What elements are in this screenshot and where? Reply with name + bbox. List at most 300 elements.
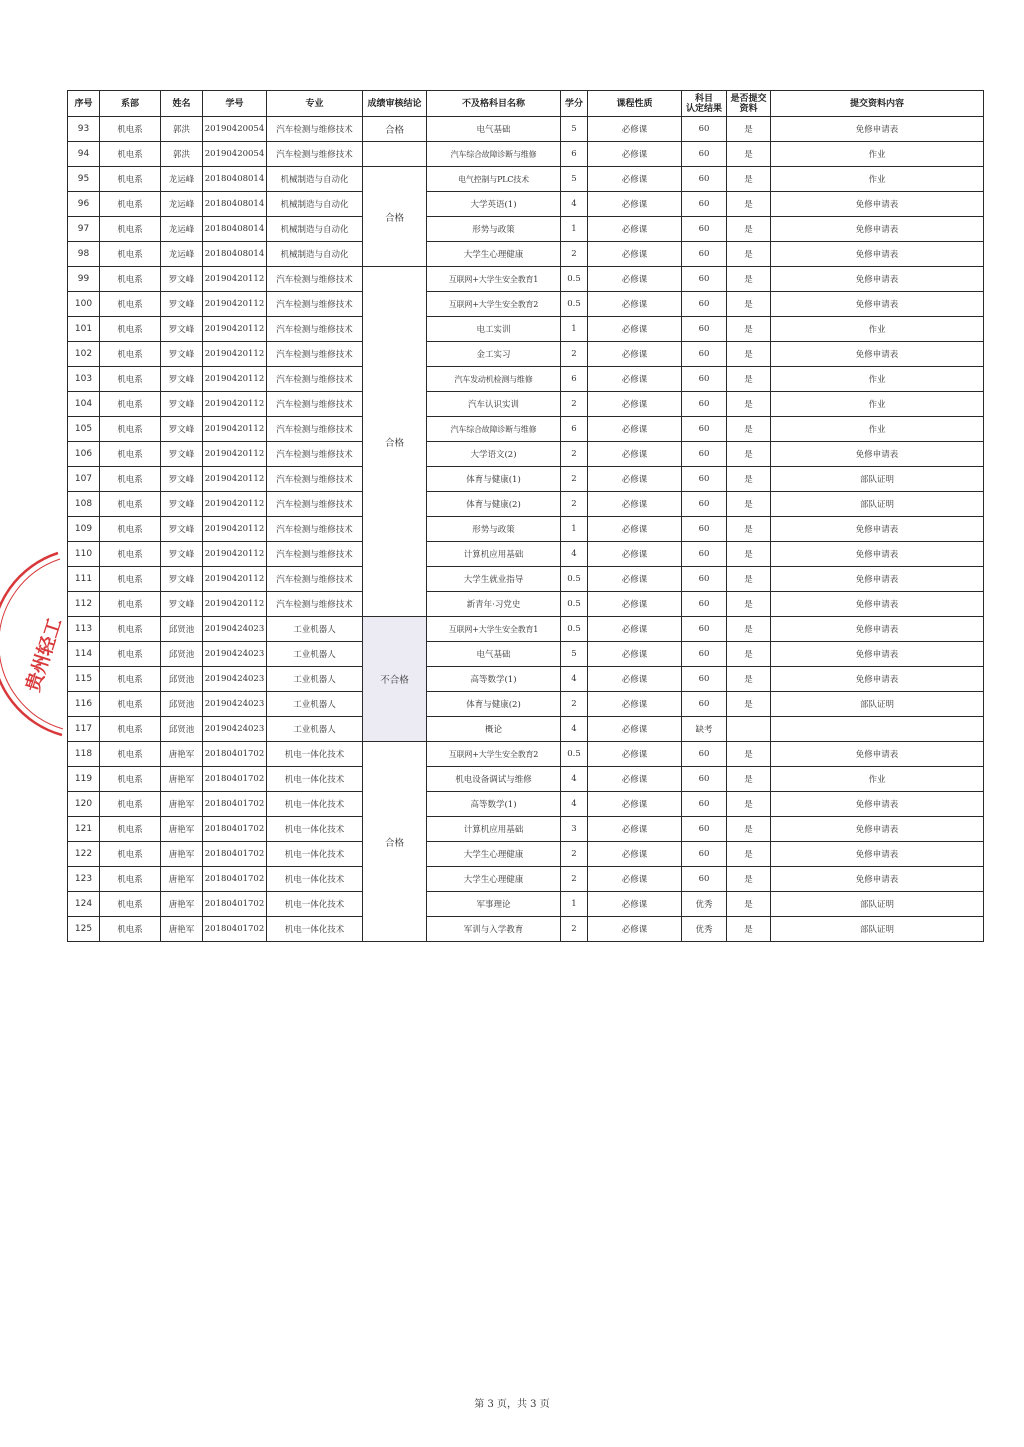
cell-department: 机电系 [100, 517, 161, 542]
cell-result: 60 [682, 667, 727, 692]
cell-student-id: 20180401702 [203, 742, 267, 767]
cell-materials: 部队证明 [771, 892, 984, 917]
cell-course-type: 必修课 [588, 267, 682, 292]
cell-failed-course: 大学生心理健康 [427, 842, 561, 867]
cell-materials: 部队证明 [771, 917, 984, 942]
cell-materials [771, 717, 984, 742]
table-row [68, 717, 984, 742]
cell-materials: 免修申请表 [771, 117, 984, 142]
cell-submitted: 是 [727, 167, 771, 192]
cell-materials: 作业 [771, 317, 984, 342]
cell-credit: 6 [561, 417, 588, 442]
cell-name: 唐艳军 [161, 867, 203, 892]
cell-student-id: 20190420112 [203, 342, 267, 367]
cell-verdict: 合格 [363, 167, 427, 267]
cell-course-type: 必修课 [588, 642, 682, 667]
header-col-name: 姓名 [161, 91, 203, 117]
cell-submitted: 是 [727, 292, 771, 317]
cell-department: 机电系 [100, 142, 161, 167]
table-row [68, 267, 984, 292]
cell-student-id: 20190424023 [203, 717, 267, 742]
cell-index: 104 [68, 392, 100, 417]
cell-result: 60 [682, 142, 727, 167]
cell-index: 114 [68, 642, 100, 667]
header-col-submitted: 是否提交 资料 [727, 91, 771, 117]
cell-index: 122 [68, 842, 100, 867]
cell-department: 机电系 [100, 242, 161, 267]
cell-major: 汽车检测与维修技术 [267, 267, 363, 292]
cell-credit: 0.5 [561, 742, 588, 767]
table-row [68, 642, 984, 667]
table-row [68, 442, 984, 467]
table-row [68, 242, 984, 267]
cell-failed-course: 大学生心理健康 [427, 867, 561, 892]
cell-major: 汽车检测与维修技术 [267, 567, 363, 592]
cell-index: 123 [68, 867, 100, 892]
cell-credit: 4 [561, 767, 588, 792]
table-row [68, 292, 984, 317]
cell-submitted: 是 [727, 817, 771, 842]
cell-student-id: 20190420112 [203, 442, 267, 467]
cell-department: 机电系 [100, 892, 161, 917]
table-row [68, 892, 984, 917]
cell-course-type: 必修课 [588, 292, 682, 317]
cell-index: 115 [68, 667, 100, 692]
cell-course-type: 必修课 [588, 692, 682, 717]
cell-name: 唐艳军 [161, 792, 203, 817]
cell-name: 罗文峰 [161, 367, 203, 392]
cell-materials: 免修申请表 [771, 642, 984, 667]
cell-verdict: 合格 [363, 267, 427, 617]
cell-department: 机电系 [100, 842, 161, 867]
cell-credit: 1 [561, 892, 588, 917]
cell-index: 110 [68, 542, 100, 567]
cell-index: 119 [68, 767, 100, 792]
cell-course-type: 必修课 [588, 342, 682, 367]
cell-failed-course: 体育与健康(1) [427, 467, 561, 492]
cell-submitted: 是 [727, 917, 771, 942]
cell-student-id: 20180408014 [203, 242, 267, 267]
cell-name: 邱贤池 [161, 692, 203, 717]
cell-student-id: 20180408014 [203, 167, 267, 192]
cell-submitted: 是 [727, 742, 771, 767]
cell-credit: 1 [561, 317, 588, 342]
cell-failed-course: 形势与政策 [427, 517, 561, 542]
cell-submitted: 是 [727, 467, 771, 492]
cell-department: 机电系 [100, 192, 161, 217]
cell-name: 罗文峰 [161, 467, 203, 492]
cell-failed-course: 大学生心理健康 [427, 242, 561, 267]
cell-submitted: 是 [727, 267, 771, 292]
cell-submitted: 是 [727, 517, 771, 542]
cell-verdict: 合格 [363, 117, 427, 142]
cell-submitted: 是 [727, 192, 771, 217]
cell-failed-course: 互联网+大学生安全教育1 [427, 617, 561, 642]
cell-submitted: 是 [727, 442, 771, 467]
grade-table [67, 90, 984, 942]
cell-materials: 作业 [771, 167, 984, 192]
cell-major: 机械制造与自动化 [267, 167, 363, 192]
cell-materials: 免修申请表 [771, 792, 984, 817]
cell-result: 优秀 [682, 892, 727, 917]
cell-credit: 0.5 [561, 267, 588, 292]
cell-department: 机电系 [100, 617, 161, 642]
cell-materials: 免修申请表 [771, 542, 984, 567]
cell-department: 机电系 [100, 342, 161, 367]
cell-department: 机电系 [100, 367, 161, 392]
cell-department: 机电系 [100, 817, 161, 842]
cell-submitted: 是 [727, 242, 771, 267]
table-row [68, 667, 984, 692]
cell-department: 机电系 [100, 642, 161, 667]
table-row [68, 342, 984, 367]
table-row [68, 817, 984, 842]
cell-major: 机电一体化技术 [267, 817, 363, 842]
cell-major: 汽车检测与维修技术 [267, 417, 363, 442]
cell-course-type: 必修课 [588, 667, 682, 692]
header-col-course-type: 课程性质 [588, 91, 682, 117]
cell-materials: 作业 [771, 142, 984, 167]
cell-credit: 6 [561, 367, 588, 392]
cell-result: 60 [682, 192, 727, 217]
cell-credit: 6 [561, 142, 588, 167]
cell-failed-course: 互联网+大学生安全教育2 [427, 292, 561, 317]
cell-student-id: 20190424023 [203, 692, 267, 717]
table-row [68, 517, 984, 542]
cell-failed-course: 军事理论 [427, 892, 561, 917]
cell-major: 机电一体化技术 [267, 792, 363, 817]
cell-failed-course: 汽车发动机检测与维修 [427, 367, 561, 392]
cell-major: 工业机器人 [267, 667, 363, 692]
cell-failed-course: 互联网+大学生安全教育1 [427, 267, 561, 292]
cell-credit: 1 [561, 217, 588, 242]
cell-credit: 2 [561, 492, 588, 517]
cell-department: 机电系 [100, 317, 161, 342]
cell-index: 113 [68, 617, 100, 642]
cell-name: 罗文峰 [161, 292, 203, 317]
cell-submitted: 是 [727, 492, 771, 517]
cell-index: 106 [68, 442, 100, 467]
cell-course-type: 必修课 [588, 217, 682, 242]
cell-name: 龙运峰 [161, 192, 203, 217]
cell-name: 唐艳军 [161, 917, 203, 942]
cell-failed-course: 电气基础 [427, 117, 561, 142]
cell-department: 机电系 [100, 267, 161, 292]
cell-result: 60 [682, 792, 727, 817]
cell-credit: 2 [561, 692, 588, 717]
cell-index: 105 [68, 417, 100, 442]
cell-department: 机电系 [100, 217, 161, 242]
cell-index: 100 [68, 292, 100, 317]
cell-name: 龙运峰 [161, 217, 203, 242]
cell-failed-course: 金工实习 [427, 342, 561, 367]
cell-course-type: 必修课 [588, 517, 682, 542]
cell-materials: 作业 [771, 767, 984, 792]
cell-failed-course: 汽车认识实训 [427, 392, 561, 417]
cell-submitted: 是 [727, 592, 771, 617]
cell-submitted: 是 [727, 767, 771, 792]
cell-student-id: 20180401702 [203, 817, 267, 842]
cell-result: 60 [682, 842, 727, 867]
cell-department: 机电系 [100, 742, 161, 767]
cell-submitted: 是 [727, 792, 771, 817]
cell-name: 郭洪 [161, 117, 203, 142]
cell-major: 汽车检测与维修技术 [267, 392, 363, 417]
cell-course-type: 必修课 [588, 392, 682, 417]
cell-course-type: 必修课 [588, 867, 682, 892]
cell-credit: 0.5 [561, 292, 588, 317]
cell-major: 机电一体化技术 [267, 892, 363, 917]
header-col-materials: 提交资料内容 [771, 91, 984, 117]
cell-index: 97 [68, 217, 100, 242]
cell-credit: 4 [561, 667, 588, 692]
cell-course-type: 必修课 [588, 592, 682, 617]
cell-major: 机械制造与自动化 [267, 242, 363, 267]
cell-submitted: 是 [727, 142, 771, 167]
cell-credit: 4 [561, 542, 588, 567]
cell-result: 60 [682, 592, 727, 617]
cell-major: 汽车检测与维修技术 [267, 142, 363, 167]
cell-materials: 免修申请表 [771, 292, 984, 317]
cell-credit: 5 [561, 642, 588, 667]
table-row [68, 317, 984, 342]
cell-materials: 免修申请表 [771, 242, 984, 267]
cell-course-type: 必修课 [588, 242, 682, 267]
cell-department: 机电系 [100, 467, 161, 492]
table-row [68, 592, 984, 617]
cell-result: 60 [682, 292, 727, 317]
cell-department: 机电系 [100, 792, 161, 817]
cell-materials: 免修申请表 [771, 592, 984, 617]
cell-course-type: 必修课 [588, 367, 682, 392]
cell-student-id: 20190420112 [203, 392, 267, 417]
table-row [68, 767, 984, 792]
cell-index: 103 [68, 367, 100, 392]
cell-department: 机电系 [100, 917, 161, 942]
cell-materials: 免修申请表 [771, 442, 984, 467]
cell-name: 唐艳军 [161, 842, 203, 867]
cell-student-id: 20190420112 [203, 467, 267, 492]
cell-department: 机电系 [100, 492, 161, 517]
cell-materials: 免修申请表 [771, 867, 984, 892]
cell-result: 60 [682, 617, 727, 642]
cell-failed-course: 形势与政策 [427, 217, 561, 242]
cell-result: 60 [682, 317, 727, 342]
cell-course-type: 必修课 [588, 817, 682, 842]
cell-major: 汽车检测与维修技术 [267, 342, 363, 367]
table-row [68, 142, 984, 167]
cell-submitted: 是 [727, 392, 771, 417]
cell-student-id: 20180408014 [203, 192, 267, 217]
cell-credit: 2 [561, 392, 588, 417]
cell-index: 111 [68, 567, 100, 592]
cell-index: 99 [68, 267, 100, 292]
cell-student-id: 20190420112 [203, 267, 267, 292]
cell-name: 唐艳军 [161, 892, 203, 917]
cell-name: 罗文峰 [161, 342, 203, 367]
cell-student-id: 20190424023 [203, 642, 267, 667]
cell-result: 60 [682, 267, 727, 292]
cell-name: 龙运峰 [161, 167, 203, 192]
cell-major: 工业机器人 [267, 692, 363, 717]
table-row [68, 567, 984, 592]
cell-major: 机电一体化技术 [267, 867, 363, 892]
cell-index: 109 [68, 517, 100, 542]
cell-student-id: 20190420112 [203, 517, 267, 542]
cell-student-id: 20180401702 [203, 892, 267, 917]
cell-submitted: 是 [727, 867, 771, 892]
cell-credit: 2 [561, 342, 588, 367]
cell-failed-course: 汽车综合故障诊断与维修 [427, 417, 561, 442]
cell-result: 60 [682, 492, 727, 517]
cell-course-type: 必修课 [588, 167, 682, 192]
cell-student-id: 20190420112 [203, 567, 267, 592]
table-row [68, 742, 984, 767]
cell-name: 邱贤池 [161, 617, 203, 642]
cell-failed-course: 高等数学(1) [427, 792, 561, 817]
cell-index: 121 [68, 817, 100, 842]
cell-failed-course: 电气控制与PLC技术 [427, 167, 561, 192]
cell-student-id: 20180401702 [203, 767, 267, 792]
cell-materials: 免修申请表 [771, 517, 984, 542]
cell-materials: 免修申请表 [771, 267, 984, 292]
cell-failed-course: 大学生就业指导 [427, 567, 561, 592]
cell-name: 罗文峰 [161, 592, 203, 617]
table-row [68, 392, 984, 417]
cell-credit: 2 [561, 242, 588, 267]
cell-course-type: 必修课 [588, 767, 682, 792]
table-row [68, 167, 984, 192]
cell-credit: 4 [561, 717, 588, 742]
table-body [68, 117, 984, 942]
cell-failed-course: 电工实训 [427, 317, 561, 342]
cell-failed-course: 体育与健康(2) [427, 492, 561, 517]
cell-failed-course: 大学语文(2) [427, 442, 561, 467]
cell-result: 60 [682, 392, 727, 417]
cell-result: 60 [682, 417, 727, 442]
cell-index: 124 [68, 892, 100, 917]
cell-materials: 作业 [771, 417, 984, 442]
cell-major: 机电一体化技术 [267, 842, 363, 867]
cell-student-id: 20190420112 [203, 292, 267, 317]
cell-submitted: 是 [727, 342, 771, 367]
cell-result: 60 [682, 767, 727, 792]
header-col-verdict: 成绩审核结论 [363, 91, 427, 117]
cell-index: 118 [68, 742, 100, 767]
cell-course-type: 必修课 [588, 617, 682, 642]
table-row [68, 467, 984, 492]
cell-credit: 4 [561, 792, 588, 817]
cell-department: 机电系 [100, 717, 161, 742]
cell-index: 117 [68, 717, 100, 742]
cell-submitted: 是 [727, 417, 771, 442]
table-row [68, 117, 984, 142]
cell-major: 汽车检测与维修技术 [267, 467, 363, 492]
cell-index: 107 [68, 467, 100, 492]
cell-submitted: 是 [727, 217, 771, 242]
cell-major: 汽车检测与维修技术 [267, 367, 363, 392]
cell-result: 60 [682, 542, 727, 567]
cell-course-type: 必修课 [588, 317, 682, 342]
cell-course-type: 必修课 [588, 842, 682, 867]
cell-index: 112 [68, 592, 100, 617]
cell-student-id: 20190420112 [203, 417, 267, 442]
table-row [68, 917, 984, 942]
cell-student-id: 20180401702 [203, 917, 267, 942]
cell-result: 60 [682, 342, 727, 367]
cell-failed-course: 汽车综合故障诊断与维修 [427, 142, 561, 167]
cell-department: 机电系 [100, 592, 161, 617]
red-seal-stamp [0, 535, 100, 745]
cell-credit: 5 [561, 167, 588, 192]
cell-credit: 5 [561, 117, 588, 142]
cell-student-id: 20180408014 [203, 217, 267, 242]
cell-name: 邱贤池 [161, 717, 203, 742]
cell-submitted: 是 [727, 692, 771, 717]
cell-name: 龙运峰 [161, 242, 203, 267]
cell-index: 94 [68, 142, 100, 167]
cell-student-id: 20190420054 [203, 117, 267, 142]
cell-submitted: 是 [727, 667, 771, 692]
cell-major: 工业机器人 [267, 642, 363, 667]
cell-student-id: 20190420112 [203, 367, 267, 392]
cell-course-type: 必修课 [588, 742, 682, 767]
cell-result: 缺考 [682, 717, 727, 742]
cell-student-id: 20190420112 [203, 592, 267, 617]
cell-department: 机电系 [100, 292, 161, 317]
cell-result: 60 [682, 242, 727, 267]
cell-credit: 4 [561, 192, 588, 217]
cell-materials: 作业 [771, 392, 984, 417]
cell-student-id: 20180401702 [203, 867, 267, 892]
cell-student-id: 20180401702 [203, 792, 267, 817]
cell-name: 唐艳军 [161, 742, 203, 767]
cell-department: 机电系 [100, 867, 161, 892]
cell-department: 机电系 [100, 692, 161, 717]
cell-submitted: 是 [727, 317, 771, 342]
cell-submitted: 是 [727, 617, 771, 642]
table-row [68, 617, 984, 642]
cell-result: 60 [682, 217, 727, 242]
cell-major: 工业机器人 [267, 617, 363, 642]
cell-materials: 免修申请表 [771, 817, 984, 842]
cell-index: 93 [68, 117, 100, 142]
header-col-index: 序号 [68, 91, 100, 117]
cell-materials: 免修申请表 [771, 842, 984, 867]
cell-failed-course: 高等数学(1) [427, 667, 561, 692]
table-row [68, 417, 984, 442]
cell-student-id: 20190420112 [203, 492, 267, 517]
cell-credit: 0.5 [561, 592, 588, 617]
cell-materials: 免修申请表 [771, 342, 984, 367]
cell-course-type: 必修课 [588, 542, 682, 567]
cell-result: 60 [682, 117, 727, 142]
cell-materials: 免修申请表 [771, 192, 984, 217]
cell-department: 机电系 [100, 442, 161, 467]
cell-name: 罗文峰 [161, 267, 203, 292]
table-row [68, 492, 984, 517]
cell-department: 机电系 [100, 117, 161, 142]
cell-materials: 部队证明 [771, 467, 984, 492]
header-col-result: 科目 认定结果 [682, 91, 727, 117]
cell-submitted: 是 [727, 642, 771, 667]
cell-credit: 2 [561, 467, 588, 492]
cell-name: 唐艳军 [161, 817, 203, 842]
cell-major: 汽车检测与维修技术 [267, 292, 363, 317]
cell-verdict: 合格 [363, 742, 427, 942]
cell-verdict [363, 142, 427, 167]
cell-department: 机电系 [100, 417, 161, 442]
